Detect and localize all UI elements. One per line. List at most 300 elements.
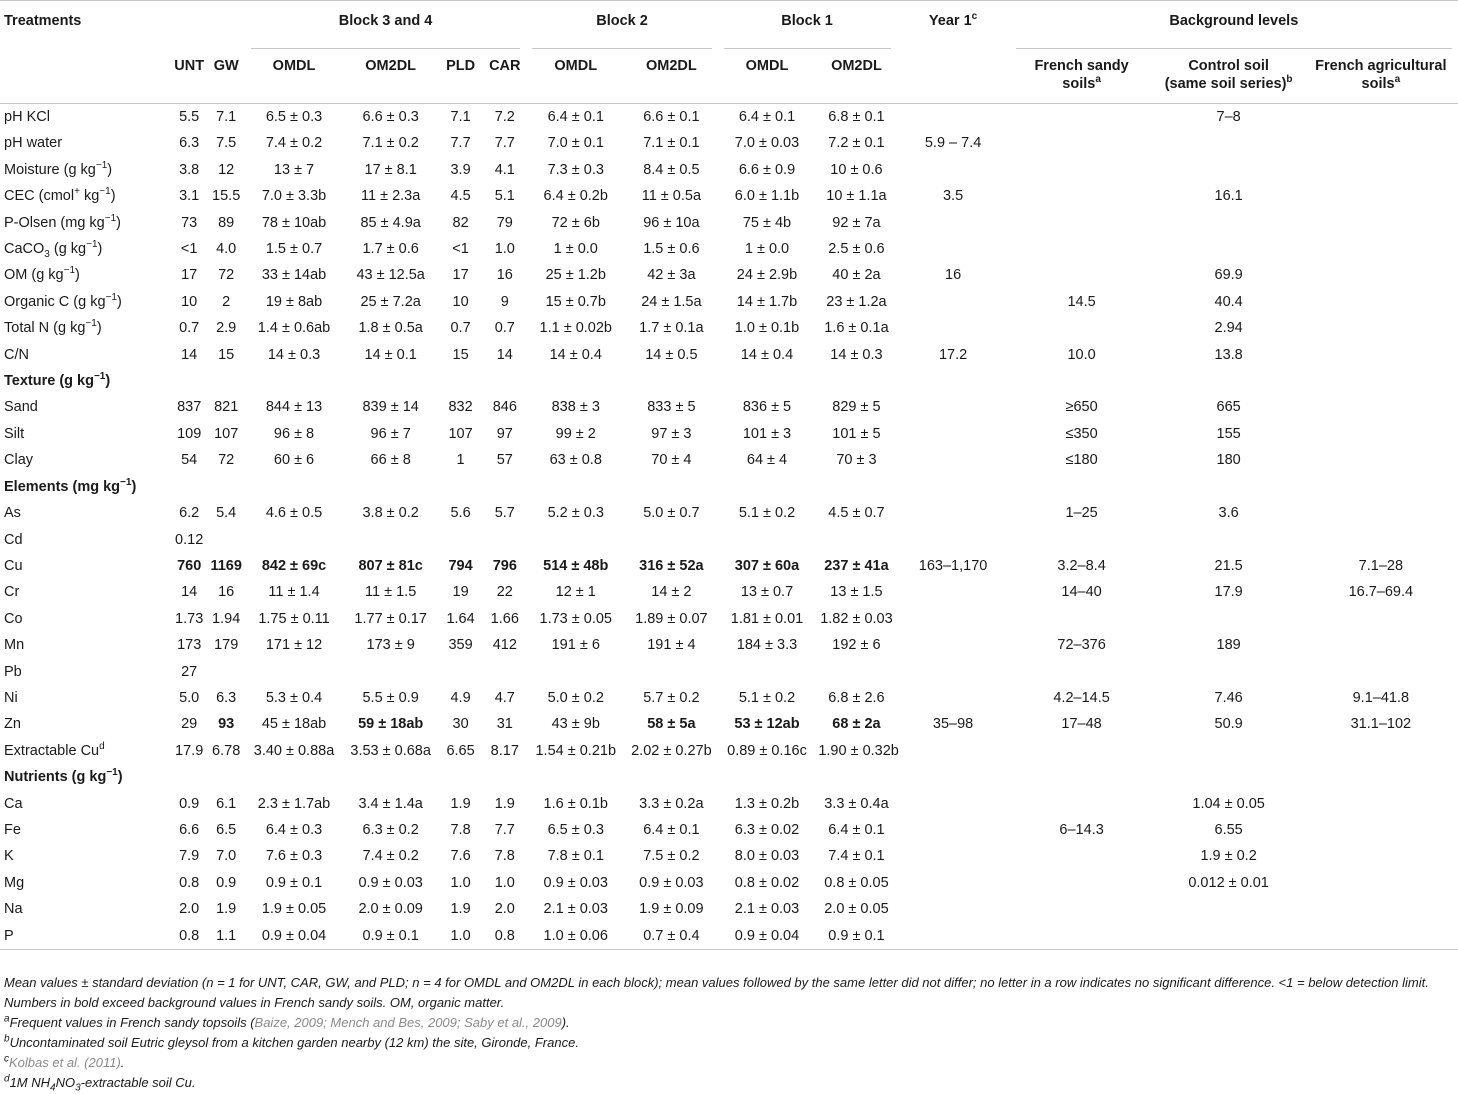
table-cell bbox=[1010, 262, 1154, 288]
table-cell: 3.8 ± 0.2 bbox=[362, 505, 419, 522]
table-cell bbox=[1304, 923, 1458, 950]
table-cell: 75 ± 4b bbox=[742, 214, 792, 231]
table-cell: 6.78 bbox=[212, 742, 241, 759]
table-row bbox=[0, 553, 1458, 579]
french-agricultural-soils-header: French agricultural soils$^a$ bbox=[1315, 58, 1447, 92]
table-cell bbox=[245, 527, 344, 553]
table-cell: 5.5 ± 0.9 bbox=[362, 689, 419, 706]
table-cell: 0.9 bbox=[216, 874, 237, 891]
table-cell: 10 ± 1.1a bbox=[826, 188, 887, 205]
table-cell bbox=[897, 896, 1010, 922]
table-cell: 4.1 bbox=[494, 161, 515, 178]
table-cell: 5.4 bbox=[216, 505, 237, 522]
table-cell: 1.9 bbox=[216, 901, 237, 918]
table-cell: 6–14.3 bbox=[1059, 821, 1104, 838]
row-label: Mg bbox=[4, 874, 25, 891]
table-cell bbox=[1304, 500, 1458, 526]
table-cell: 5.1 ± 0.2 bbox=[738, 689, 796, 706]
table-cell: 3.40 ± 0.88a bbox=[253, 742, 335, 759]
table-cell: 1.7 ± 0.1a bbox=[639, 320, 704, 337]
footnote-c-refs[interactable]: Kolbas et al. (2011) bbox=[9, 1055, 121, 1070]
table-row bbox=[0, 500, 1458, 526]
table-cell: 8.17 bbox=[490, 742, 519, 759]
table-cell: 2 bbox=[222, 293, 231, 310]
table-cell bbox=[1304, 527, 1458, 553]
table-cell: 1.54 ± 0.21b bbox=[535, 742, 617, 759]
table-cell: 14 ± 0.3 bbox=[830, 346, 883, 363]
table-row bbox=[0, 606, 1458, 632]
table-cell: 6.3 bbox=[216, 689, 237, 706]
table-cell: 794 bbox=[448, 557, 473, 574]
table-cell: 12 bbox=[218, 161, 235, 178]
table-cell: 7.0 ± 0.03 bbox=[734, 135, 800, 152]
table-cell: 43 ± 12.5a bbox=[356, 267, 425, 284]
footnote-b: $^b$Uncontaminated soil Eutric gleysol from a kitchen garden nearby (12 km) the site, Gironde, France. bbox=[4, 1033, 579, 1050]
table-cell: 97 bbox=[496, 425, 513, 442]
table-cell: 73 bbox=[181, 214, 198, 231]
table-cell: 1.8 ± 0.5a bbox=[358, 320, 423, 337]
table-cell: 14 bbox=[181, 346, 198, 363]
table-cell: 2.1 ± 0.03 bbox=[543, 901, 608, 918]
table-cell: 0.8 ± 0.05 bbox=[824, 874, 889, 891]
table-row bbox=[0, 315, 1458, 341]
table-cell: 99 ± 2 bbox=[555, 425, 596, 442]
table-cell: 7.8 bbox=[450, 821, 471, 838]
table-cell: 54 bbox=[181, 452, 198, 469]
table-cell: 191 ± 4 bbox=[647, 637, 696, 654]
table-cell: 11 ± 1.5 bbox=[365, 584, 417, 601]
table-cell: 1.94 bbox=[212, 610, 241, 627]
table-cell: 10 bbox=[181, 293, 198, 310]
table-cell bbox=[245, 659, 344, 685]
table-cell bbox=[897, 500, 1010, 526]
table-cell: 59 ± 18ab bbox=[358, 716, 424, 733]
table-row bbox=[0, 342, 1458, 368]
table-cell: 833 ± 5 bbox=[647, 399, 696, 416]
table-cell: 6.4 ± 0.1 bbox=[738, 109, 796, 125]
col-header: UNT bbox=[174, 58, 205, 74]
table-cell: 6.3 ± 0.2 bbox=[362, 821, 419, 838]
table-cell: 13 ± 0.7 bbox=[740, 584, 794, 601]
table-cell: 2.0 bbox=[179, 901, 200, 918]
table-row bbox=[0, 421, 1458, 447]
table-cell: 3.9 bbox=[450, 161, 471, 178]
table-cell: 53 ± 12ab bbox=[734, 716, 800, 733]
col-header: OMDL bbox=[554, 58, 598, 74]
table-cell bbox=[438, 527, 483, 553]
table-cell: 821 bbox=[214, 399, 239, 416]
table-cell bbox=[1304, 342, 1458, 368]
row-label: As bbox=[4, 505, 21, 522]
table-cell: 13 ± 7 bbox=[273, 161, 315, 178]
table-cell: 78 ± 10ab bbox=[261, 214, 327, 231]
table-cell bbox=[1010, 659, 1154, 685]
table-cell: 16 bbox=[945, 267, 962, 284]
table-cell: 189 bbox=[1216, 637, 1241, 654]
table-cell: 5.9 – 7.4 bbox=[924, 135, 982, 152]
table-row bbox=[0, 527, 1458, 553]
table-cell: 7.8 bbox=[494, 848, 515, 865]
table-cell: 64 ± 4 bbox=[746, 452, 788, 469]
table-cell: 14 ± 0.1 bbox=[364, 346, 417, 363]
table-cell: 16.1 bbox=[1214, 188, 1243, 205]
table-cell: 13 ± 1.5 bbox=[830, 584, 883, 601]
table-cell: 24 ± 1.5a bbox=[641, 293, 702, 310]
table-cell: 0.7 bbox=[494, 320, 515, 337]
table-cell: 807 ± 81c bbox=[358, 557, 423, 574]
table-cell: 43 ± 9b bbox=[551, 716, 600, 733]
table-row bbox=[0, 579, 1458, 605]
table-cell: 6.4 ± 0.1 bbox=[547, 109, 604, 125]
table-cell bbox=[897, 421, 1010, 447]
table-cell: 3.53 ± 0.68a bbox=[350, 742, 431, 759]
table-row bbox=[0, 236, 1458, 262]
table-cell bbox=[897, 923, 1010, 950]
table-cell: 173 bbox=[177, 637, 202, 654]
table-cell: ≤350 bbox=[1065, 425, 1098, 442]
table-cell: 10.0 bbox=[1067, 346, 1096, 363]
table-cell bbox=[718, 527, 817, 553]
table-cell: 15 bbox=[452, 346, 469, 363]
row-label: Mn bbox=[4, 637, 25, 654]
table-cell: 7.8 ± 0.1 bbox=[547, 848, 604, 865]
row-label: Na bbox=[4, 901, 23, 918]
col-header: CAR bbox=[489, 58, 521, 74]
table-cell: 1.04 ± 0.05 bbox=[1192, 795, 1265, 812]
table-cell: 101 ± 3 bbox=[742, 425, 792, 442]
table-cell bbox=[897, 738, 1010, 764]
table-row bbox=[0, 157, 1458, 183]
table-cell: 0.8 bbox=[179, 874, 200, 891]
table-cell bbox=[897, 394, 1010, 420]
table-cell bbox=[1304, 896, 1458, 922]
table-cell: 7.4 ± 0.2 bbox=[362, 848, 419, 865]
table-cell: 45 ± 18ab bbox=[261, 716, 327, 733]
table-cell: 2.0 bbox=[494, 901, 515, 918]
table-cell: 30 bbox=[452, 716, 469, 733]
table-cell: 33 ± 14ab bbox=[261, 267, 327, 284]
col-header: OM2DL bbox=[365, 58, 417, 74]
table-cell: 0.9 bbox=[179, 795, 200, 812]
table-cell bbox=[1154, 606, 1304, 632]
table-cell: 1.5 ± 0.7 bbox=[265, 241, 323, 258]
table-cell bbox=[897, 210, 1010, 236]
table-cell: 13.8 bbox=[1214, 346, 1243, 363]
table-cell: 184 ± 3.3 bbox=[736, 637, 798, 654]
table-cell: 2.0 ± 0.05 bbox=[824, 901, 889, 918]
table-cell: 2.0 ± 0.09 bbox=[358, 901, 423, 918]
col-header: OMDL bbox=[272, 58, 316, 74]
table-cell: 163–1,170 bbox=[918, 557, 988, 574]
table-cell: 14 ± 1.7b bbox=[736, 293, 798, 310]
table-cell bbox=[526, 659, 625, 685]
table-cell: 0.9 ± 0.1 bbox=[828, 927, 885, 944]
table-cell: 7.1 bbox=[216, 109, 237, 125]
table-cell: 6.8 ± 2.6 bbox=[828, 689, 885, 706]
table-cell: 82 bbox=[452, 214, 469, 231]
footnote-a-refs[interactable]: Baize, 2009; Mench and Bes, 2009; Saby et al., 2009 bbox=[254, 1015, 562, 1030]
table-cell: 11 ± 2.3a bbox=[361, 188, 421, 205]
table-cell: 1.81 ± 0.01 bbox=[730, 610, 804, 627]
table-cell: 58 ± 5a bbox=[647, 716, 696, 733]
table-cell: 17 bbox=[181, 267, 198, 284]
table-cell bbox=[1010, 527, 1154, 553]
table-cell: 0.89 ± 0.16c bbox=[727, 742, 807, 759]
table-cell: 0.8 ± 0.02 bbox=[734, 874, 800, 891]
table-cell: <1 bbox=[452, 241, 469, 258]
table-cell: 6.5 ± 0.3 bbox=[265, 109, 323, 125]
table-cell: 1.0 bbox=[450, 927, 471, 944]
footnote-d: $^d$1M $NH_4NO_3$-extractable soil Cu. bbox=[4, 1073, 196, 1094]
table-cell: 1.73 ± 0.05 bbox=[539, 610, 612, 627]
table-cell bbox=[1304, 130, 1458, 156]
row-label: Moisture (g $kg^{-1}$) bbox=[4, 159, 113, 178]
table-cell: 16.7–69.4 bbox=[1348, 584, 1414, 601]
table-cell: 19 ± 8ab bbox=[265, 293, 323, 310]
row-label: Zn bbox=[4, 716, 21, 733]
table-cell bbox=[1154, 659, 1304, 685]
table-cell: 173 ± 9 bbox=[366, 637, 415, 654]
table-cell: 97 ± 3 bbox=[651, 425, 692, 442]
table-cell bbox=[208, 527, 245, 553]
table-row bbox=[0, 711, 1458, 737]
table-cell: 1–25 bbox=[1065, 505, 1098, 522]
table-cell: 17–48 bbox=[1061, 716, 1102, 733]
table-cell: 1169 bbox=[210, 557, 242, 574]
table-cell: 6.6 bbox=[179, 821, 200, 838]
block34-header: Block 3 and 4 bbox=[245, 1, 527, 50]
table-cell: 6.4 ± 0.2b bbox=[543, 188, 608, 205]
table-cell: 6.55 bbox=[1214, 821, 1243, 838]
table-cell: 1.3 ± 0.2b bbox=[734, 795, 800, 812]
table-cell: 1.90 ± 0.32b bbox=[818, 742, 899, 759]
table-cell bbox=[1304, 632, 1458, 658]
table-cell bbox=[526, 527, 625, 553]
table-cell: 7.1–28 bbox=[1358, 557, 1404, 574]
table-cell: 11 ± 1.4 bbox=[268, 584, 320, 601]
table-cell: 838 ± 3 bbox=[551, 399, 600, 416]
table-row bbox=[0, 843, 1458, 869]
table-cell: 17.2 bbox=[938, 346, 968, 363]
row-label: pH water bbox=[4, 135, 63, 152]
table-cell bbox=[897, 289, 1010, 315]
table-cell: 35–98 bbox=[932, 716, 974, 733]
table-cell bbox=[897, 447, 1010, 473]
table-cell: 3.8 bbox=[179, 161, 200, 178]
table-cell: 7.46 bbox=[1214, 689, 1243, 706]
table-cell bbox=[897, 659, 1010, 685]
table-cell: 5.1 bbox=[494, 188, 515, 205]
table-cell: 837 bbox=[177, 399, 202, 416]
table-cell bbox=[897, 843, 1010, 869]
table-cell: 72–376 bbox=[1057, 637, 1106, 654]
table-cell: 0.7 bbox=[179, 320, 200, 337]
table-cell: 5.0 ± 0.7 bbox=[643, 505, 700, 522]
table-cell: 155 bbox=[1216, 425, 1241, 442]
table-cell: 24 ± 2.9b bbox=[736, 267, 798, 284]
section-row bbox=[0, 368, 1458, 394]
row-label: Cd bbox=[4, 531, 23, 548]
table-cell bbox=[1304, 791, 1458, 817]
table-cell bbox=[897, 527, 1010, 553]
table-cell bbox=[897, 236, 1010, 262]
row-label: Ni bbox=[4, 689, 18, 706]
table-cell: 1.9 bbox=[494, 795, 515, 812]
table-cell bbox=[1154, 527, 1304, 553]
table-cell: 85 ± 4.9a bbox=[360, 214, 421, 231]
table-cell bbox=[1304, 394, 1458, 420]
table-cell: 6.5 ± 0.3 bbox=[547, 821, 604, 838]
table-cell: ≤180 bbox=[1065, 452, 1098, 469]
table-cell: 6.6 ± 0.1 bbox=[643, 109, 700, 125]
table-cell: 9.1–41.8 bbox=[1352, 689, 1410, 706]
table-cell: 25 ± 1.2b bbox=[545, 267, 606, 284]
table-cell: 14 ± 2 bbox=[651, 584, 692, 601]
table-cell: 7.7 bbox=[494, 821, 515, 838]
table-cell: 1.77 ± 0.17 bbox=[354, 610, 427, 627]
table-cell: 1.4 ± 0.6ab bbox=[257, 320, 331, 337]
row-label: CEC (cmol+ $kg^{-1}$) bbox=[4, 186, 116, 205]
row-label: C/N bbox=[4, 346, 29, 363]
table-cell bbox=[897, 791, 1010, 817]
table-cell bbox=[343, 659, 438, 685]
table-cell: 2.5 ± 0.6 bbox=[828, 241, 885, 258]
table-cell: 832 bbox=[448, 399, 473, 416]
table-cell: 101 ± 5 bbox=[832, 425, 881, 442]
row-label: P bbox=[4, 927, 14, 944]
table-cell: 6.65 bbox=[446, 742, 475, 759]
table-cell: 7.1 ± 0.2 bbox=[362, 135, 419, 152]
row-label: Cr bbox=[4, 584, 20, 601]
table-cell bbox=[897, 157, 1010, 183]
table-cell bbox=[1304, 315, 1458, 341]
table-cell: 1.1 bbox=[216, 927, 237, 944]
table-cell: 4.6 ± 0.5 bbox=[265, 505, 323, 522]
table-cell: 237 ± 41a bbox=[824, 557, 889, 574]
table-cell: 15 bbox=[218, 346, 235, 363]
table-cell: 72 bbox=[218, 267, 235, 284]
table-cell: 29 bbox=[181, 716, 198, 733]
table-cell: 3.3 ± 0.2a bbox=[639, 795, 704, 812]
table-cell: 7.1 bbox=[450, 109, 471, 125]
table-cell: 107 bbox=[214, 425, 239, 442]
treatments-header: Treatments bbox=[4, 13, 82, 29]
row-label: Nutrients (g $kg^{-1}$) bbox=[4, 767, 123, 786]
table-cell: 70 ± 3 bbox=[836, 452, 877, 469]
table-cell: 1.73 bbox=[175, 610, 204, 627]
row-label: Fe bbox=[4, 821, 21, 838]
table-cell: 7.5 bbox=[216, 135, 237, 152]
footnote-a: $^a$Frequent values in French sandy topsoils (Baize, 2009; Mench and Bes, 2009; Saby et al., 2009). bbox=[4, 1013, 570, 1030]
table-cell: 7.4 ± 0.1 bbox=[828, 848, 885, 865]
table-cell: 50.9 bbox=[1214, 716, 1243, 733]
table-cell: 72 bbox=[218, 452, 235, 469]
table-cell: 68 ± 2a bbox=[832, 716, 881, 733]
table-cell: 1.0 ± 0.1b bbox=[734, 320, 800, 337]
table-row bbox=[0, 923, 1458, 950]
table-cell: 69.9 bbox=[1214, 267, 1243, 284]
table-cell bbox=[1010, 210, 1154, 236]
table-cell: 7.0 ± 0.1 bbox=[547, 135, 604, 152]
table-cell: 15.5 bbox=[212, 188, 241, 205]
table-cell: 1.66 bbox=[490, 610, 519, 627]
table-cell bbox=[483, 527, 526, 553]
table-cell: 7.5 ± 0.2 bbox=[643, 848, 700, 865]
table-cell: 846 bbox=[492, 399, 517, 416]
table-cell bbox=[1304, 104, 1458, 131]
french-sandy-soils-header: French sandy soils$^a$ bbox=[1034, 58, 1129, 92]
table-cell: 191 ± 6 bbox=[551, 637, 600, 654]
table-cell: 0.8 bbox=[494, 927, 515, 944]
table-cell bbox=[1304, 421, 1458, 447]
row-label: P-Olsen (mg $kg^{-1}$) bbox=[4, 212, 121, 231]
table-cell: 6.8 ± 0.1 bbox=[828, 109, 885, 125]
row-label: Sand bbox=[4, 399, 38, 416]
table-cell bbox=[1010, 315, 1154, 341]
table-cell: 1.75 ± 0.11 bbox=[258, 610, 330, 627]
table-cell: 42 ± 3a bbox=[647, 267, 696, 284]
row-label: Pb bbox=[4, 663, 22, 680]
table-cell: 63 ± 0.8 bbox=[549, 452, 602, 469]
background-levels-header: Background levels bbox=[1010, 1, 1458, 50]
table-cell bbox=[438, 659, 483, 685]
table-cell: 5.0 ± 0.2 bbox=[547, 689, 604, 706]
table-cell: 19 bbox=[452, 584, 469, 601]
table-cell: 412 bbox=[492, 637, 517, 654]
table-cell: 0.9 ± 0.1 bbox=[362, 927, 419, 944]
table-cell: 180 bbox=[1216, 452, 1241, 469]
table-cell: 0.9 ± 0.03 bbox=[358, 874, 423, 891]
table-cell: 829 ± 5 bbox=[832, 399, 881, 416]
row-label: pH KCl bbox=[4, 109, 50, 125]
table-cell: 7.2 ± 0.1 bbox=[828, 135, 885, 152]
table-cell: 3.1 bbox=[179, 188, 200, 205]
table-cell bbox=[1304, 738, 1458, 764]
table-cell bbox=[718, 659, 817, 685]
table-cell: 14 ± 0.3 bbox=[267, 346, 321, 363]
table-cell bbox=[1304, 183, 1458, 209]
table-cell: 7.7 bbox=[494, 135, 515, 152]
table-cell bbox=[1010, 236, 1154, 262]
table-cell: 22 bbox=[496, 584, 513, 601]
table-cell bbox=[897, 685, 1010, 711]
table-cell: 1 bbox=[456, 452, 465, 469]
table-cell: 3.3 ± 0.4a bbox=[824, 795, 889, 812]
table-cell: 5.1 ± 0.2 bbox=[738, 505, 796, 522]
row-label: Silt bbox=[4, 425, 25, 442]
row-label: Clay bbox=[4, 452, 34, 469]
table-cell: 6.3 bbox=[179, 135, 200, 152]
table-cell: 4.2–14.5 bbox=[1053, 689, 1110, 706]
table-cell: 92 ± 7a bbox=[832, 214, 881, 231]
table-cell: 359 bbox=[448, 637, 473, 654]
table-cell: 6.4 ± 0.1 bbox=[643, 821, 700, 838]
table-cell: 7.9 bbox=[179, 848, 200, 865]
table-cell: 665 bbox=[1216, 399, 1241, 416]
row-label: Co bbox=[4, 610, 23, 627]
table-cell: 31.1–102 bbox=[1350, 716, 1412, 733]
table-cell: 1.6 ± 0.1b bbox=[543, 795, 608, 812]
table-row bbox=[0, 104, 1458, 131]
table-cell: 1.64 bbox=[446, 610, 475, 627]
table-cell bbox=[1154, 923, 1304, 950]
table-row bbox=[0, 289, 1458, 315]
table-cell: 14.5 bbox=[1067, 293, 1096, 310]
table-cell: 8.4 ± 0.5 bbox=[643, 161, 700, 178]
row-label: Extractable Cu$^d$ bbox=[4, 740, 105, 759]
table-cell: 7.4 ± 0.2 bbox=[265, 135, 323, 152]
table-cell: 842 ± 69c bbox=[261, 557, 327, 574]
